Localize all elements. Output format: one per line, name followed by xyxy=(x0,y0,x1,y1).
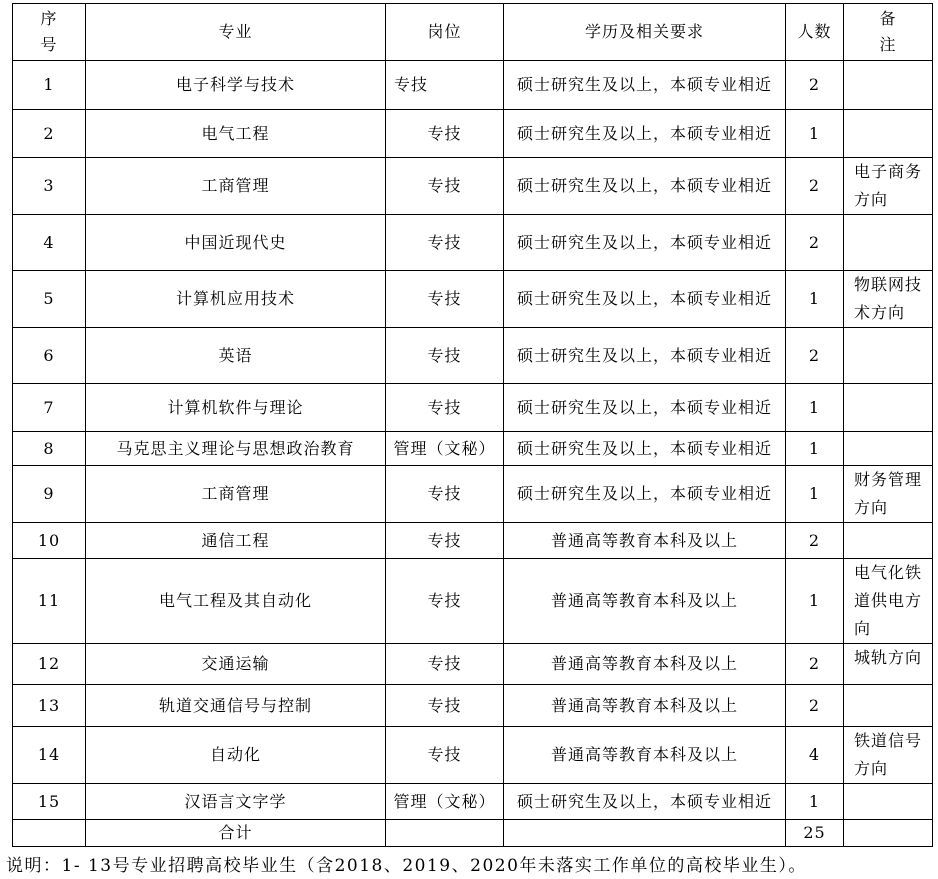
cell-major: 电子科学与技术 xyxy=(86,61,386,110)
cell-remark: 电气化铁道供电方向 xyxy=(844,559,933,644)
cell-position: 管理（文秘） xyxy=(386,432,504,466)
cell-major: 轨道交通信号与控制 xyxy=(86,685,386,727)
cell-remark xyxy=(844,523,933,559)
cell-requirement: 硕士研究生及以上，本硕专业相近 xyxy=(504,110,786,158)
table-row xyxy=(13,158,933,215)
cell-count: 2 xyxy=(786,61,844,110)
cell-major: 计算机应用技术 xyxy=(86,271,386,328)
cell-major: 英语 xyxy=(86,328,386,384)
cell-count: 1 xyxy=(786,559,844,644)
cell-seq: 7 xyxy=(13,384,86,432)
cell-position: 专技 xyxy=(386,559,504,644)
header-remark: 备注 xyxy=(844,4,933,61)
cell-count: 2 xyxy=(786,685,844,727)
cell-requirement: 硕士研究生及以上，本硕专业相近 xyxy=(504,784,786,820)
cell-requirement: 普通高等教育本科及以上 xyxy=(504,559,786,644)
header-row xyxy=(13,4,933,61)
cell-seq: 4 xyxy=(13,215,86,271)
cell-position: 专技 xyxy=(386,384,504,432)
cell-count: 1 xyxy=(786,466,844,523)
cell-requirement: 普通高等教育本科及以上 xyxy=(504,523,786,559)
cell-position: 专技 xyxy=(386,158,504,215)
cell-major: 汉语言文字学 xyxy=(86,784,386,820)
cell-seq: 2 xyxy=(13,110,86,158)
cell-major: 交通运输 xyxy=(86,644,386,685)
cell-major: 马克思主义理论与思想政治教育 xyxy=(86,432,386,466)
cell-seq: 9 xyxy=(13,466,86,523)
cell-major: 工商管理 xyxy=(86,466,386,523)
cell-empty xyxy=(13,820,86,847)
cell-count: 1 xyxy=(786,271,844,328)
cell-empty xyxy=(504,820,786,847)
table-row xyxy=(13,466,933,523)
table-row xyxy=(13,384,933,432)
cell-requirement: 普通高等教育本科及以上 xyxy=(504,644,786,685)
cell-seq: 10 xyxy=(13,523,86,559)
cell-position: 管理（文秘） xyxy=(386,784,504,820)
header-requirement: 学历及相关要求 xyxy=(504,4,786,61)
header-position: 岗位 xyxy=(386,4,504,61)
cell-seq: 6 xyxy=(13,328,86,384)
cell-requirement: 硕士研究生及以上，本硕专业相近 xyxy=(504,158,786,215)
header-major: 专业 xyxy=(86,4,386,61)
cell-seq: 8 xyxy=(13,432,86,466)
cell-remark xyxy=(844,685,933,727)
total-count: 25 xyxy=(786,820,844,847)
cell-position: 专技 xyxy=(386,328,504,384)
cell-count: 1 xyxy=(786,432,844,466)
cell-position: 专技 xyxy=(386,523,504,559)
cell-seq: 13 xyxy=(13,685,86,727)
cell-count: 2 xyxy=(786,523,844,559)
header-seq: 序号 xyxy=(13,4,86,61)
table-row xyxy=(13,559,933,644)
table-row xyxy=(13,644,933,685)
table-row xyxy=(13,784,933,820)
table-row xyxy=(13,685,933,727)
cell-remark: 物联网技术方向 xyxy=(844,271,933,328)
cell-seq: 5 xyxy=(13,271,86,328)
cell-seq: 1 xyxy=(13,61,86,110)
cell-major: 电气工程及其自动化 xyxy=(86,559,386,644)
cell-remark: 铁道信号方向 xyxy=(844,727,933,784)
cell-remark xyxy=(844,432,933,466)
table-row xyxy=(13,432,933,466)
cell-major: 电气工程 xyxy=(86,110,386,158)
cell-requirement: 硕士研究生及以上，本硕专业相近 xyxy=(504,466,786,523)
cell-count: 2 xyxy=(786,328,844,384)
cell-count: 2 xyxy=(786,158,844,215)
total-row xyxy=(13,820,933,847)
cell-position: 专技 xyxy=(386,110,504,158)
cell-position: 专技 xyxy=(386,727,504,784)
header-count: 人数 xyxy=(786,4,844,61)
cell-position: 专技 xyxy=(386,466,504,523)
cell-requirement: 硕士研究生及以上，本硕专业相近 xyxy=(504,215,786,271)
cell-remark: 电子商务方向 xyxy=(844,158,933,215)
cell-count: 1 xyxy=(786,110,844,158)
cell-major: 中国近现代史 xyxy=(86,215,386,271)
cell-major: 计算机软件与理论 xyxy=(86,384,386,432)
table-row xyxy=(13,523,933,559)
cell-remark xyxy=(844,215,933,271)
total-label: 合计 xyxy=(86,820,386,847)
cell-position: 专技 xyxy=(386,685,504,727)
table-row xyxy=(13,110,933,158)
cell-count: 1 xyxy=(786,784,844,820)
cell-position: 专技 xyxy=(386,271,504,328)
cell-position: 专技 xyxy=(386,61,504,110)
cell-remark xyxy=(844,328,933,384)
recruitment-table xyxy=(12,3,933,847)
cell-empty xyxy=(844,820,933,847)
cell-count: 4 xyxy=(786,727,844,784)
cell-requirement: 硕士研究生及以上，本硕专业相近 xyxy=(504,61,786,110)
cell-major: 通信工程 xyxy=(86,523,386,559)
cell-requirement: 硕士研究生及以上，本硕专业相近 xyxy=(504,271,786,328)
table-row xyxy=(13,328,933,384)
cell-position: 专技 xyxy=(386,644,504,685)
cell-requirement: 硕士研究生及以上，本硕专业相近 xyxy=(504,328,786,384)
cell-seq: 12 xyxy=(13,644,86,685)
cell-seq: 14 xyxy=(13,727,86,784)
cell-seq: 11 xyxy=(13,559,86,644)
cell-requirement: 硕士研究生及以上，本硕专业相近 xyxy=(504,432,786,466)
cell-count: 1 xyxy=(786,384,844,432)
cell-remark xyxy=(844,784,933,820)
cell-requirement: 普通高等教育本科及以上 xyxy=(504,727,786,784)
cell-remark xyxy=(844,61,933,110)
cell-empty xyxy=(386,820,504,847)
cell-count: 2 xyxy=(786,215,844,271)
cell-major: 自动化 xyxy=(86,727,386,784)
table-row xyxy=(13,271,933,328)
cell-remark: 城轨方向 xyxy=(844,644,933,685)
cell-remark xyxy=(844,384,933,432)
table-row xyxy=(13,61,933,110)
cell-seq: 15 xyxy=(13,784,86,820)
table-row xyxy=(13,727,933,784)
footnote: 说明：1- 13号专业招聘高校毕业生（含2018、2019、2020年未落实工作单位的高校毕业生）。 xyxy=(6,856,807,876)
cell-requirement: 硕士研究生及以上，本硕专业相近 xyxy=(504,384,786,432)
cell-major: 工商管理 xyxy=(86,158,386,215)
cell-requirement: 普通高等教育本科及以上 xyxy=(504,685,786,727)
cell-position: 专技 xyxy=(386,215,504,271)
table-row xyxy=(13,215,933,271)
cell-seq: 3 xyxy=(13,158,86,215)
cell-remark xyxy=(844,110,933,158)
cell-count: 2 xyxy=(786,644,844,685)
cell-remark: 财务管理方向 xyxy=(844,466,933,523)
